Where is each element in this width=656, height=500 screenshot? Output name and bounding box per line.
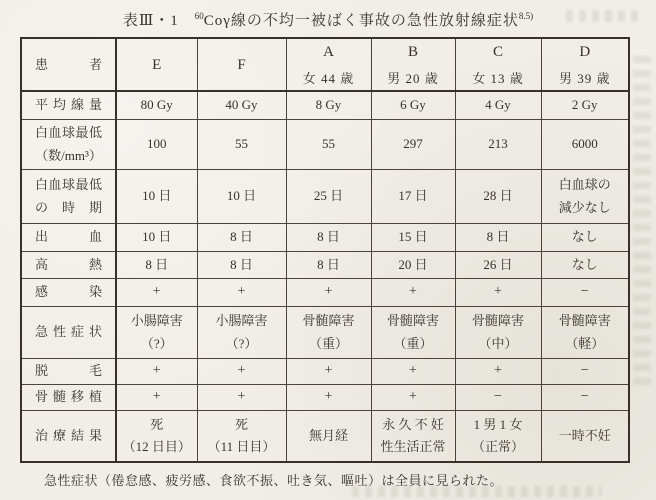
cell: +: [116, 278, 197, 306]
cell: +: [286, 278, 371, 306]
cell: +: [371, 384, 455, 410]
row-label-wbc-minimum-period: 白血球最低 の 時 期: [21, 169, 116, 223]
header-patient-label: 患 者: [21, 38, 116, 91]
cell: 213: [455, 119, 541, 169]
cell: +: [197, 358, 286, 384]
row-label-hair-loss: 脱 毛: [21, 358, 116, 384]
cell: 40 Gy: [197, 91, 286, 119]
cell: 無月経: [286, 410, 371, 462]
cell: 55: [286, 119, 371, 169]
cell: +: [371, 278, 455, 306]
cell: −: [541, 358, 629, 384]
cell: 小腸障害 （?）: [116, 306, 197, 358]
row-acute-symptoms: [21, 306, 629, 358]
row-wbc-minimum: [21, 119, 629, 169]
header-patient-A: A 女 44 歳: [286, 38, 371, 91]
reference-superscript: 8.5): [518, 11, 534, 21]
cell: 永 久 不 妊 性生活正常: [371, 410, 455, 462]
row-bleeding: [21, 223, 629, 251]
header-patient-E: E: [116, 38, 197, 91]
row-hair-loss: [21, 358, 629, 384]
row-label-acute-symptoms: 急 性 症 状: [21, 306, 116, 358]
cell: 297: [371, 119, 455, 169]
row-wbc-minimum-period: [21, 169, 629, 223]
cell: 25 日: [286, 169, 371, 223]
cell: 1 男 1 女 （正常）: [455, 410, 541, 462]
cell: 8 日: [116, 251, 197, 278]
cell: 10 日: [116, 223, 197, 251]
row-bone-marrow-transplant: [21, 384, 629, 410]
cell: +: [455, 358, 541, 384]
cell: 10 日: [116, 169, 197, 223]
cell: 2 Gy: [541, 91, 629, 119]
cell: 死 （11 日目）: [197, 410, 286, 462]
cell: なし: [541, 251, 629, 278]
radiation-symptoms-table: [20, 37, 630, 463]
header-patient-D: D 男 39 歳: [541, 38, 629, 91]
cell: 8 Gy: [286, 91, 371, 119]
table-title: [0, 9, 656, 30]
cell: 一時不妊: [541, 410, 629, 462]
cell: +: [197, 384, 286, 410]
cell: 骨髄障害 （重）: [371, 306, 455, 358]
cell: +: [455, 278, 541, 306]
cell: +: [116, 384, 197, 410]
row-label-wbc-minimum: 白血球最低 （数/mm³）: [21, 119, 116, 169]
header-patient-C: C 女 13 歳: [455, 38, 541, 91]
cell: +: [286, 358, 371, 384]
cell: +: [116, 358, 197, 384]
cell: +: [197, 278, 286, 306]
footnote: 急性症状（倦怠感、疲労感、食欲不振、吐き気、嘔吐）は全員に見られた。: [44, 473, 504, 488]
cell: 55: [197, 119, 286, 169]
cell: 20 日: [371, 251, 455, 278]
row-treatment-result: [21, 410, 629, 462]
cell: 骨髄障害 （軽）: [541, 306, 629, 358]
cell: 4 Gy: [455, 91, 541, 119]
row-label-bone-marrow-transplant: 骨 髄 移 植: [21, 384, 116, 410]
cell: −: [541, 384, 629, 410]
row-label-high-fever: 高 熱: [21, 251, 116, 278]
cell: 17 日: [371, 169, 455, 223]
cell: 骨髄障害 （中）: [455, 306, 541, 358]
header-row: [21, 38, 629, 91]
cell: 8 日: [197, 251, 286, 278]
header-patient-B: B 男 20 歳: [371, 38, 455, 91]
title-text: Coγ線の不均一被ばく事故の急性放射線症状: [203, 13, 519, 29]
row-label-treatment-result: 治 療 結 果: [21, 410, 116, 462]
cell: 8 日: [286, 251, 371, 278]
cell: 26 日: [455, 251, 541, 278]
cell: 死 （12 日目）: [116, 410, 197, 462]
cell: 小腸障害 （?）: [197, 306, 286, 358]
cell: −: [541, 278, 629, 306]
cell: 骨髄障害 （重）: [286, 306, 371, 358]
cell: 8 日: [286, 223, 371, 251]
cell: 6 Gy: [371, 91, 455, 119]
header-patient-F: F: [197, 38, 286, 91]
row-infection: [21, 278, 629, 306]
bleed-through-artifact: [633, 55, 651, 385]
table-number: 表Ⅲ・1: [122, 13, 179, 29]
cell: 15 日: [371, 223, 455, 251]
row-label-infection: 感 染: [21, 278, 116, 306]
cell: 80 Gy: [116, 91, 197, 119]
row-label-average-dose: 平 均 線 量: [21, 91, 116, 119]
cell: +: [371, 358, 455, 384]
row-high-fever: [21, 251, 629, 278]
isotope-mass-superscript: 60: [194, 11, 204, 21]
cell: 28 日: [455, 169, 541, 223]
cell: なし: [541, 223, 629, 251]
cell: +: [286, 384, 371, 410]
cell: 100: [116, 119, 197, 169]
cell: 8 日: [197, 223, 286, 251]
cell: 6000: [541, 119, 629, 169]
cell: 8 日: [455, 223, 541, 251]
cell: 白血球の 減少なし: [541, 169, 629, 223]
cell: −: [455, 384, 541, 410]
cell: 10 日: [197, 169, 286, 223]
row-average-dose: [21, 91, 629, 119]
row-label-bleeding: 出 血: [21, 223, 116, 251]
